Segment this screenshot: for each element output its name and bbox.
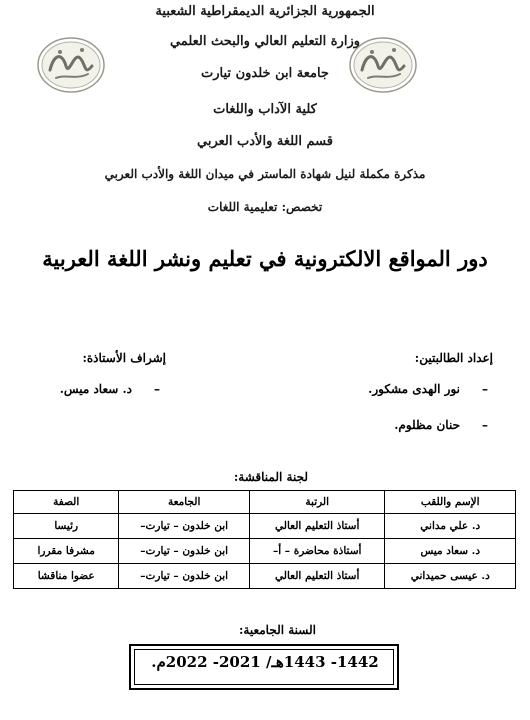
table-cell: أستاذة محاضرة – أ– (249, 539, 385, 564)
specialty-line: تخصص: تعليمية اللغات (207, 200, 323, 214)
student-name: نور الهدى مشكور. (368, 382, 460, 396)
university-seal-icon (36, 36, 106, 94)
list-dash: – (482, 418, 488, 432)
republic-line: الجمهورية الجزائرية الديمقراطية الشعبية (155, 4, 375, 19)
table-header-row (14, 491, 516, 514)
table-cell: مشرفا مقررا (14, 539, 119, 564)
table-cell: د. عيسى حميداني (385, 564, 516, 589)
committee-label: لجنة المناقشة: (233, 470, 308, 484)
table-cell: أستاذ التعليم العالي (249, 514, 385, 539)
thesis-title: دور المواقع الالكترونية في تعليم ونشر اللغة العربية (42, 246, 488, 271)
table-cell: ابن خلدون – تيارت– (119, 564, 250, 589)
academic-year-value: 1442- 1443هـ/ 2021- 2022م. (151, 653, 379, 671)
table-cell: د. سعاد ميس (385, 539, 516, 564)
table-cell: د. علي مداني (385, 514, 516, 539)
list-dash: – (482, 382, 488, 396)
table-cell: ابن خلدون – تيارت– (119, 539, 250, 564)
table-cell: أستاذ التعليم العالي (249, 564, 385, 589)
column-header: الصفة (14, 491, 119, 514)
committee-table (13, 490, 516, 589)
academic-year-label: السنة الجامعية: (238, 623, 316, 637)
student-name: حنان مظلوم. (394, 418, 460, 432)
column-header: الجامعة (119, 491, 250, 514)
table-row (14, 539, 516, 564)
ministry-line: وزارة التعليم العالي والبحث العلمي (169, 34, 361, 49)
prepared-by-label: إعداد الطالبتين: (414, 351, 493, 365)
supervisor-name: د. سعاد ميس. (59, 382, 132, 396)
table-cell: رئيسا (14, 514, 119, 539)
university-seal-icon (348, 36, 418, 94)
table-row (14, 514, 516, 539)
department-line: قسم اللغة والأدب العربي (197, 134, 333, 149)
table-cell: عضوا مناقشا (14, 564, 119, 589)
university-line: جامعة ابن خلدون تيارت (201, 66, 329, 81)
supervision-label: إشراف الأستاذة: (82, 351, 166, 365)
faculty-line: كلية الآداب واللغات (213, 102, 317, 117)
column-header: الرتبة (249, 491, 385, 514)
table-row (14, 564, 516, 589)
thesis-type-line: مذكرة مكملة لنيل شهادة الماستر في ميدان اللغة والأدب العربي (104, 167, 426, 181)
list-dash: – (154, 382, 160, 396)
column-header: الإسم واللقب (385, 491, 516, 514)
table-cell: ابن خلدون – تيارت– (119, 514, 250, 539)
